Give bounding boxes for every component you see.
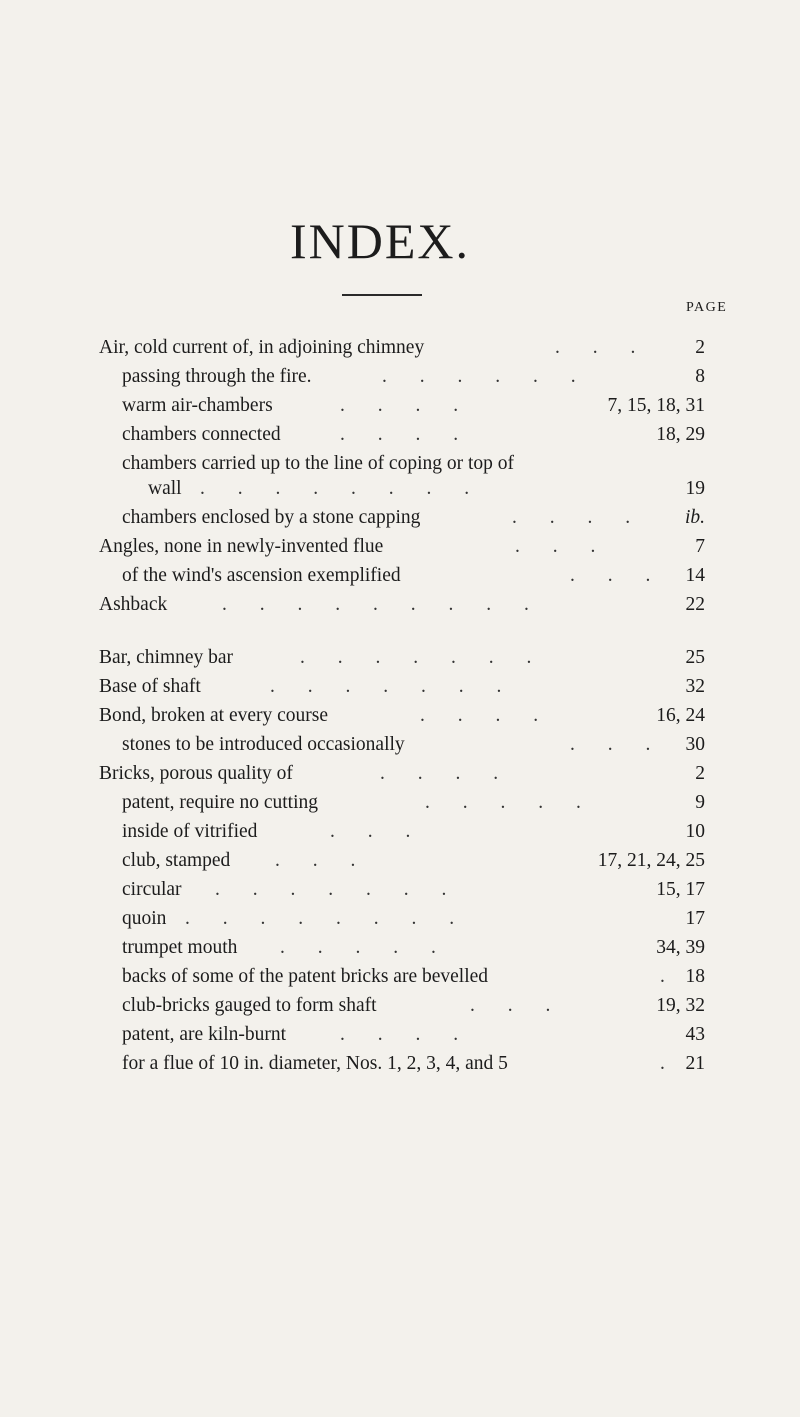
entry-pages: 8: [695, 366, 705, 387]
entry-pages: 15, 17: [656, 879, 705, 900]
entry-term: Ashback: [99, 594, 168, 615]
entry-term: passing through the fire.: [122, 366, 312, 387]
entry-term: inside of vitrified: [122, 821, 258, 842]
entry-leader: . . . . . .: [382, 366, 590, 387]
entry-term: warm air-chambers: [122, 395, 273, 416]
index-entry: [0, 393, 800, 419]
index-entry: [0, 563, 800, 589]
entry-pages: 19, 32: [656, 995, 705, 1016]
entry-term: Angles, none in newly-invented flue: [99, 536, 384, 557]
entry-leader: . . . .: [340, 395, 473, 416]
entry-leader: . . . .: [512, 507, 645, 528]
entry-leader: . . . . . . .: [300, 647, 546, 668]
entry-pages: 16, 24: [656, 705, 705, 726]
index-entry: [0, 790, 800, 816]
entry-leader: . . . . .: [280, 937, 450, 958]
index-entry: [0, 451, 800, 477]
entry-term: chambers connected: [122, 424, 281, 445]
entry-leader: . . . .: [380, 763, 513, 784]
entry-leader: . . .: [570, 734, 665, 755]
entry-term: wall: [148, 478, 182, 499]
entry-term: Base of shaft: [99, 676, 201, 697]
entry-leader: .: [660, 966, 679, 987]
entry-term: patent, require no cutting: [122, 792, 319, 813]
entry-term: for a flue of 10 in. diameter, Nos. 1, 2, 3, 4, and 5: [122, 1053, 508, 1074]
entry-pages: 34, 39: [656, 937, 705, 958]
entry-term: trumpet mouth: [122, 937, 238, 958]
entry-term: patent, are kiln-burnt: [122, 1024, 287, 1045]
entry-term: Air, cold current of, in adjoining chimney: [99, 337, 425, 358]
entry-leader: . . . . .: [425, 792, 595, 813]
entry-leader: . . . .: [340, 424, 473, 445]
entry-pages: 30: [685, 734, 705, 755]
entry-term: circular: [122, 879, 182, 900]
entry-leader: . . .: [470, 995, 565, 1016]
entry-pages: 17, 21, 24, 25: [597, 850, 705, 871]
page-title: INDEX.: [289, 213, 471, 269]
entry-term: Bond, broken at every course: [99, 705, 329, 726]
entry-pages: 32: [685, 676, 705, 697]
entry-pages: 7, 15, 18, 31: [607, 395, 705, 416]
index-entry: [0, 674, 800, 700]
index-entry: [0, 476, 800, 502]
index-entry: [0, 819, 800, 845]
entry-term: of the wind's ascension exemplified: [122, 565, 401, 586]
index-entry: [0, 592, 800, 618]
entry-pages: 7: [695, 536, 705, 557]
entry-term: quoin: [122, 908, 167, 929]
entry-pages: 14: [685, 565, 705, 586]
entry-leader: . . . . . . .: [215, 879, 461, 900]
entry-pages: 9: [695, 792, 705, 813]
index-entry: [0, 906, 800, 932]
page-column-heading: PAGE: [686, 300, 728, 315]
entry-pages: 10: [685, 821, 705, 842]
entry-pages: 18: [685, 966, 705, 987]
entry-term: Bricks, porous quality of: [99, 763, 293, 784]
entry-pages: 21: [685, 1053, 705, 1074]
entry-leader: . . . . . . . .: [200, 478, 484, 499]
entry-leader: . . .: [570, 565, 665, 586]
index-entry: [0, 422, 800, 448]
entry-pages: ib.: [684, 507, 705, 528]
entry-leader: .: [660, 1053, 679, 1074]
entry-leader: . . . . . . . . .: [222, 594, 543, 615]
entry-term: club-bricks gauged to form shaft: [122, 995, 377, 1016]
entry-term: club, stamped: [122, 850, 231, 871]
entry-pages: 25: [685, 647, 705, 668]
index-entry: [0, 993, 800, 1019]
entry-leader: . . . .: [340, 1024, 473, 1045]
index-entry: [0, 761, 800, 787]
entry-pages: 18, 29: [656, 424, 705, 445]
entry-pages: 2: [695, 337, 705, 358]
entry-pages: 43: [685, 1024, 705, 1045]
entry-term: chambers enclosed by a stone capping: [122, 507, 421, 528]
entry-leader: . . . .: [420, 705, 553, 726]
entry-term: backs of some of the patent bricks are bevelled: [122, 966, 489, 987]
entry-leader: . . .: [515, 536, 610, 557]
entry-leader: . . .: [330, 821, 425, 842]
entry-pages: 19: [685, 478, 705, 499]
entry-leader: . . . . . . . .: [185, 908, 469, 929]
index-entry: [0, 732, 800, 758]
entry-term: stones to be introduced occasionally: [122, 734, 405, 755]
entry-pages: 17: [685, 908, 705, 929]
entry-pages: 2: [695, 763, 705, 784]
index-entry: [0, 935, 800, 961]
title-rule: [342, 294, 422, 296]
index-entry: [0, 534, 800, 560]
index-entry: [0, 505, 800, 531]
entry-term: Bar, chimney bar: [99, 647, 234, 668]
entry-pages: 22: [685, 594, 705, 615]
index-entry: [0, 364, 800, 390]
index-entry: [0, 877, 800, 903]
entry-leader: . . . . . . .: [270, 676, 516, 697]
index-entry: [0, 848, 800, 874]
index-entry: [0, 703, 800, 729]
index-entry: [0, 335, 800, 361]
index-entry: [0, 1051, 800, 1077]
index-entry: [0, 964, 800, 990]
entry-leader: . . .: [275, 850, 370, 871]
index-entry: [0, 1022, 800, 1048]
index-entry: [0, 645, 800, 671]
entry-term: chambers carried up to the line of coping or top of: [122, 453, 515, 474]
entry-leader: . . .: [555, 337, 650, 358]
